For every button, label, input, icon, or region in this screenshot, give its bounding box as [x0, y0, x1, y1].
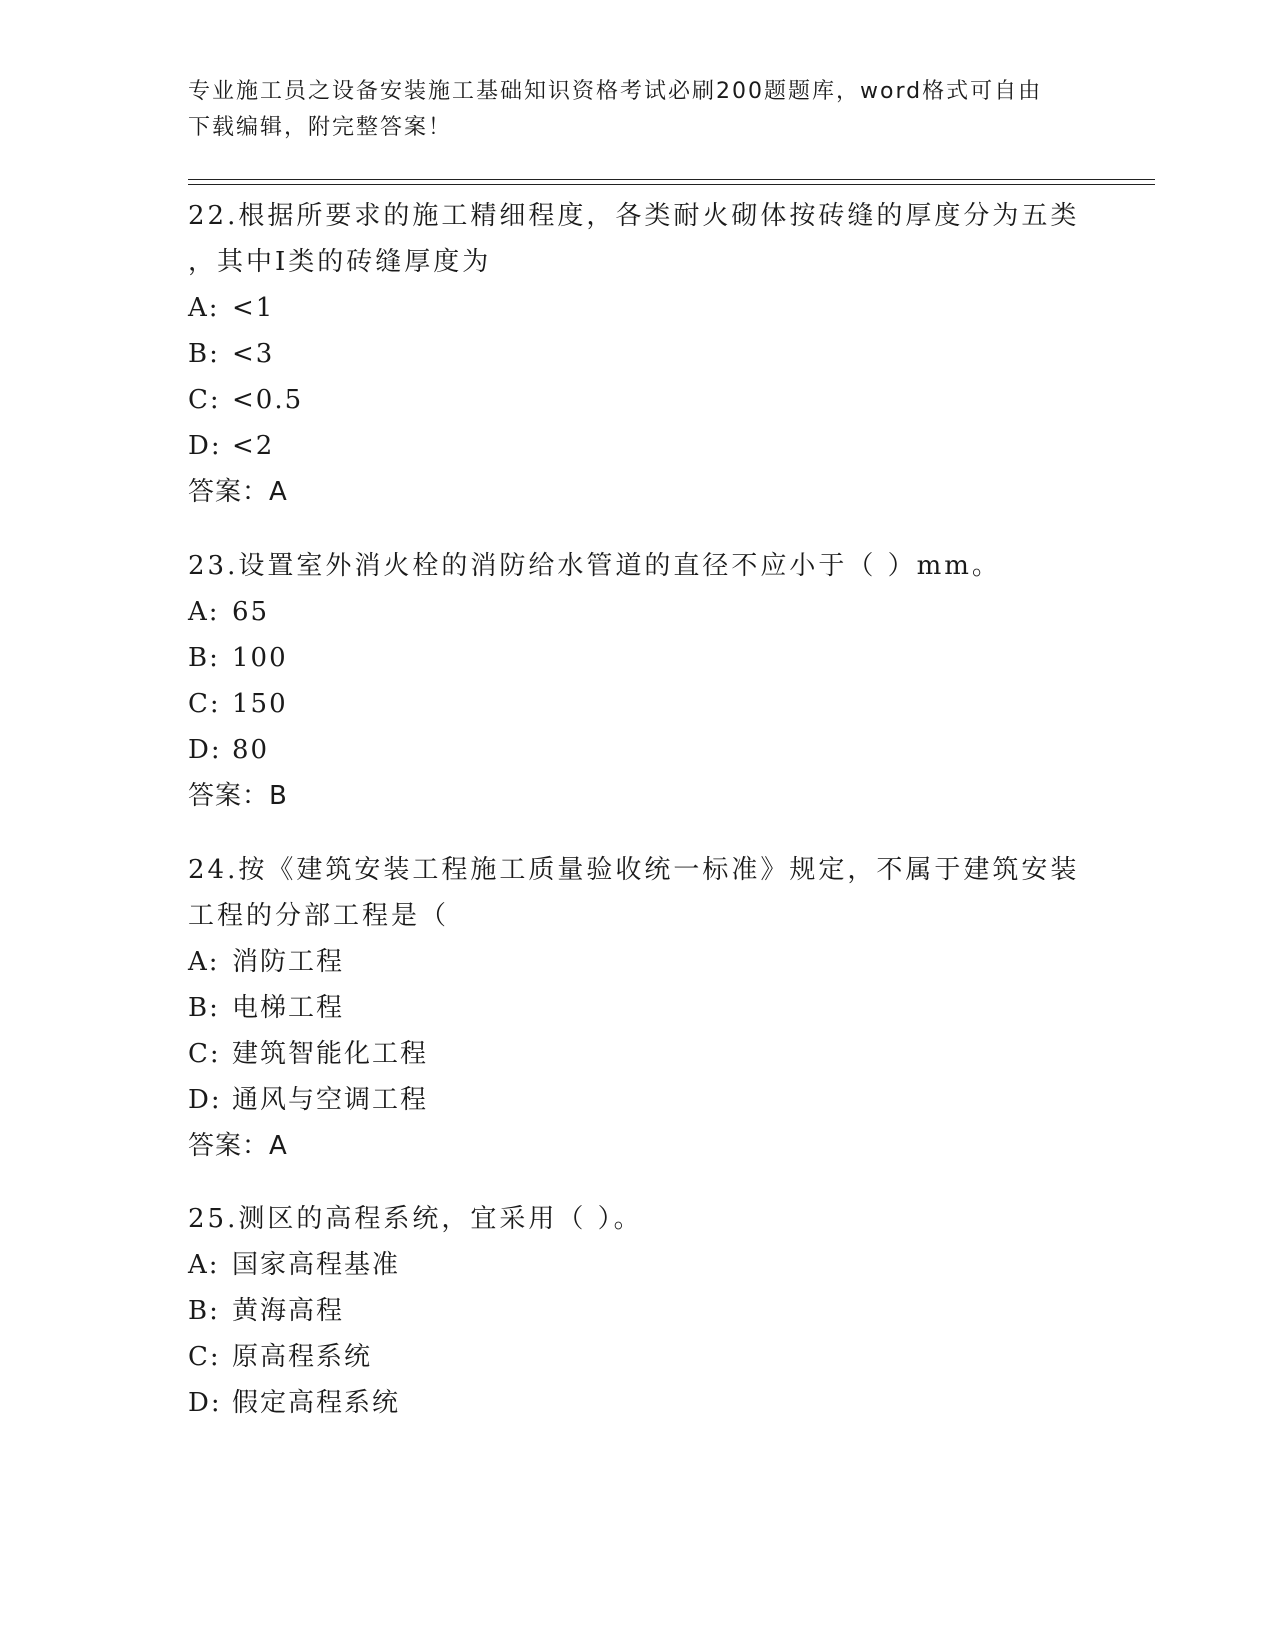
- option-text: <1: [232, 293, 275, 323]
- option-b: [188, 1288, 1088, 1334]
- option-a: [188, 1242, 1088, 1288]
- option-a: [188, 589, 1088, 635]
- question-stem-line: 工程的分部工程是（: [188, 901, 450, 931]
- answer-value: B: [269, 781, 288, 811]
- option-text: <3: [232, 339, 275, 369]
- option-text: 建筑智能化工程: [232, 1039, 429, 1069]
- question-stem-line: 24.按《建筑安装工程施工质量验收统一标准》规定，不属于建筑安装: [188, 855, 1080, 885]
- intro-line-1: 专业施工员之设备安装施工基础知识资格考试必刷200题题库，word格式可自由: [188, 79, 1043, 104]
- option-letter: A:: [188, 597, 220, 627]
- option-letter: A:: [188, 293, 220, 323]
- option-letter: C:: [188, 689, 221, 719]
- option-letter: A:: [188, 947, 220, 977]
- option-letter: B:: [188, 339, 220, 369]
- header-divider-bottom: [188, 184, 1155, 185]
- option-d: [188, 1380, 1088, 1426]
- answer-label: 答案：: [188, 1131, 270, 1161]
- option-text: <2: [232, 431, 275, 461]
- answer-label: 答案：: [188, 477, 270, 507]
- option-text: 假定高程系统: [232, 1388, 401, 1418]
- option-c: [188, 681, 1088, 727]
- option-text: 原高程系统: [232, 1342, 373, 1372]
- option-letter: B:: [188, 993, 220, 1023]
- answer-line: [188, 469, 1088, 515]
- option-text: 消防工程: [232, 947, 345, 977]
- question-22: [188, 193, 1088, 515]
- option-text: 国家高程基准: [232, 1250, 401, 1280]
- intro-line-2: 下载编辑，附完整答案！: [188, 115, 453, 140]
- option-b: [188, 331, 1088, 377]
- question-stem-line: 22.根据所要求的施工精细程度，各类耐火砌体按砖缝的厚度分为五类: [188, 201, 1080, 231]
- document-intro: [188, 74, 1068, 146]
- option-letter: C:: [188, 1039, 221, 1069]
- option-c: [188, 1031, 1088, 1077]
- option-letter: C:: [188, 1342, 221, 1372]
- answer-line: [188, 773, 1088, 819]
- header-divider-top: [188, 179, 1155, 180]
- option-text: <0.5: [232, 385, 304, 415]
- option-c: [188, 1334, 1088, 1380]
- answer-label: 答案：: [188, 781, 270, 811]
- option-text: 通风与空调工程: [232, 1085, 429, 1115]
- option-letter: C:: [188, 385, 221, 415]
- option-letter: A:: [188, 1250, 220, 1280]
- option-a: [188, 285, 1088, 331]
- answer-line: [188, 1123, 1088, 1169]
- option-text: 电梯工程: [232, 993, 345, 1023]
- option-c: [188, 377, 1088, 423]
- option-letter: D:: [188, 1085, 222, 1115]
- question-stem-line: 23.设置室外消火栓的消防给水管道的直径不应小于（ ）mm。: [188, 551, 1001, 581]
- option-text: 80: [232, 735, 270, 765]
- option-b: [188, 985, 1088, 1031]
- option-a: [188, 939, 1088, 985]
- option-b: [188, 635, 1088, 681]
- option-d: [188, 727, 1088, 773]
- question-stem-line: ，其中Ⅰ类的砖缝厚度为: [188, 247, 492, 277]
- option-text: 黄海高程: [232, 1296, 345, 1326]
- question-24: [188, 847, 1088, 1169]
- option-letter: D:: [188, 735, 222, 765]
- option-text: 65: [232, 597, 270, 627]
- question-25: [188, 1196, 1088, 1426]
- option-letter: D:: [188, 1388, 222, 1418]
- option-letter: B:: [188, 643, 220, 673]
- option-d: [188, 1077, 1088, 1123]
- option-text: 100: [232, 643, 288, 673]
- option-d: [188, 423, 1088, 469]
- option-text: 150: [232, 689, 288, 719]
- option-letter: B:: [188, 1296, 220, 1326]
- option-letter: D:: [188, 431, 222, 461]
- question-23: [188, 543, 1088, 819]
- question-stem-line: 25.测区的高程系统，宜采用（ ）。: [188, 1204, 643, 1234]
- answer-value: A: [269, 477, 288, 507]
- answer-value: A: [269, 1131, 288, 1161]
